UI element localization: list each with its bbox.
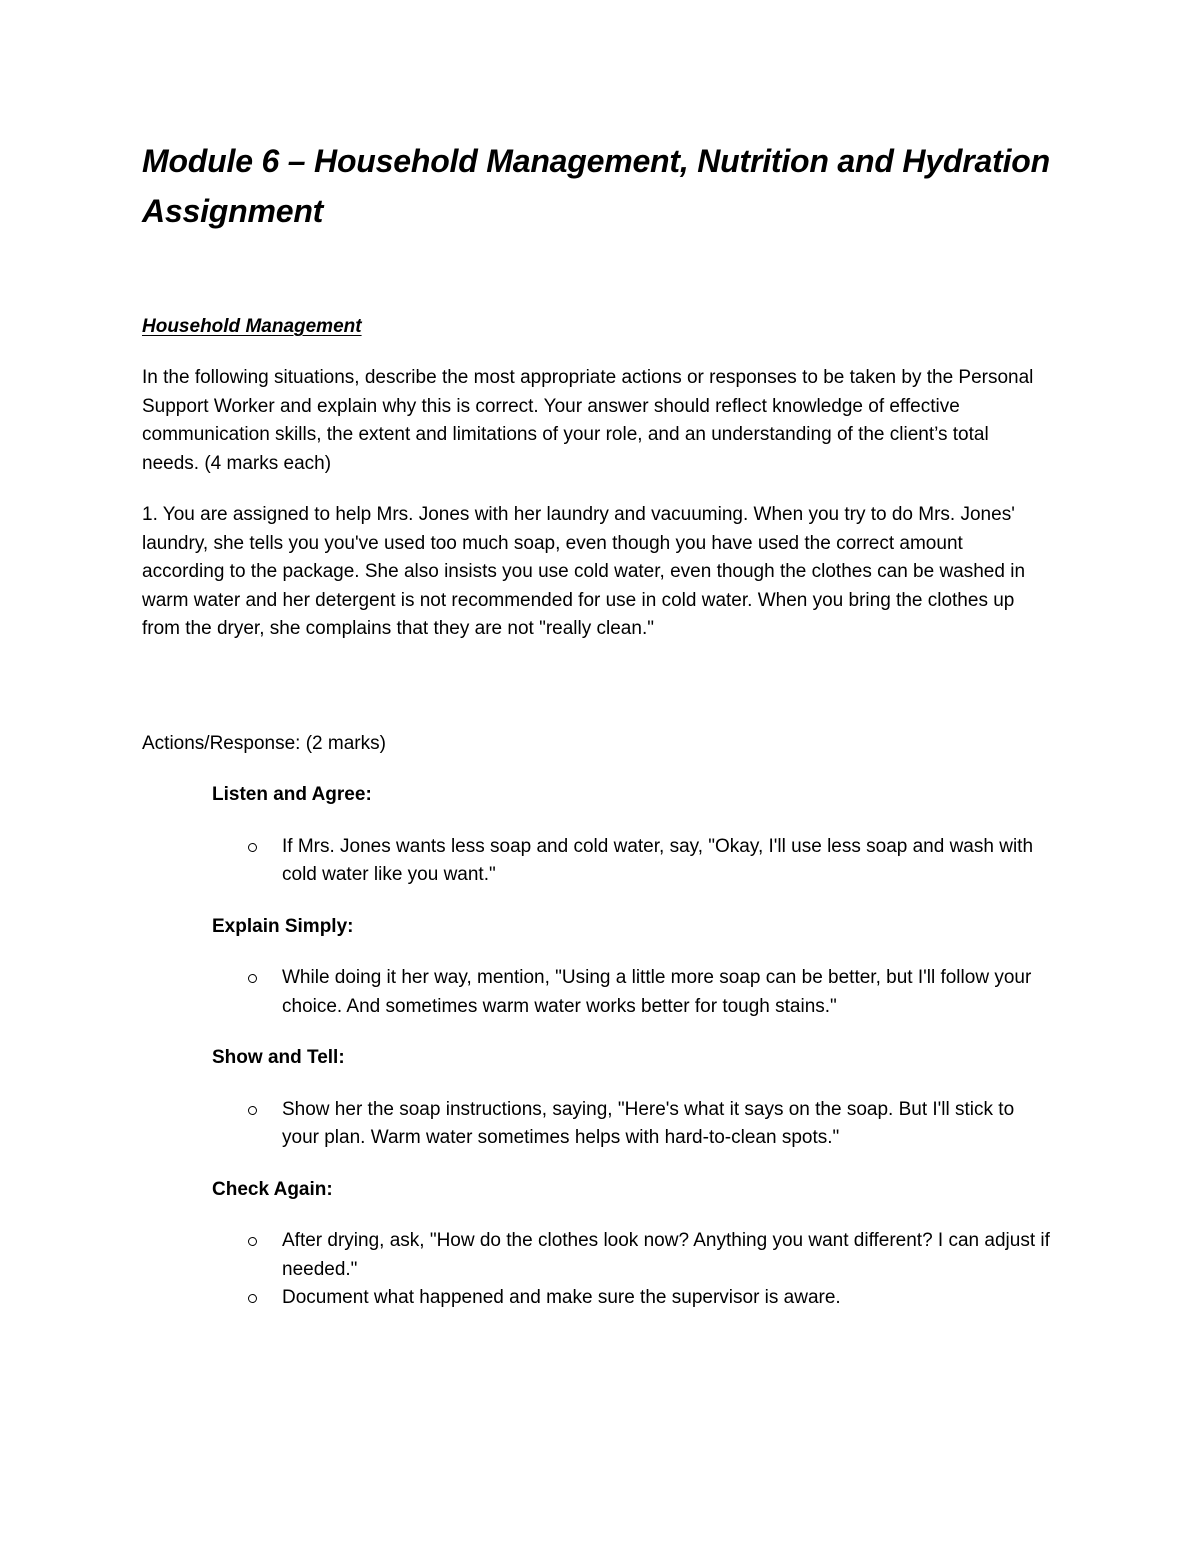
hollow-circle-bullet-icon [248, 843, 257, 852]
hollow-circle-bullet-icon [248, 974, 257, 983]
actions-response-label: Actions/Response: (2 marks) [142, 732, 386, 754]
bullet-list [212, 833, 1050, 890]
step-show-and-tell [212, 1044, 1050, 1153]
list-item [212, 1227, 1050, 1284]
hollow-circle-bullet-icon [248, 1106, 257, 1115]
question-1-paragraph: 1. You are assigned to help Mrs. Jones with her laundry and vacuuming. When you try to do Mrs. Jones' laundry, she tells you you've used too much soap, even though you have used the correct amount according to the package. She also insists you use cold water, even though the clothes can be washed in warm water and her detergent is not recommended for use in cold water. When you bring the clothes up from the dryer, she complains that they are not "really clean." [142, 504, 1026, 639]
list-item [212, 1284, 1050, 1313]
step-title: Check Again: [212, 1178, 333, 1200]
bullet-text: After drying, ask, "How do the clothes look now? Anything you want different? I can adjust if needed." [282, 1230, 1050, 1280]
bullet-text: Show her the soap instructions, saying, "Here's what it says on the soap. But I'll stick to your plan. Warm water sometimes helps with hard-to-clean spots." [282, 1098, 1015, 1148]
step-explain-simply [212, 913, 1050, 1022]
step-check-again [212, 1176, 1050, 1313]
bullet-list [212, 1096, 1050, 1153]
document-title: Module 6 – Household Management, Nutrition and Hydration Assignment [142, 143, 1050, 229]
bullet-list [212, 964, 1050, 1021]
section-heading: Household Management [142, 316, 362, 337]
step-title: Explain Simply: [212, 915, 354, 937]
bullet-text: If Mrs. Jones wants less soap and cold water, say, "Okay, I'll use less soap and wash with cold water like you want." [282, 835, 1034, 885]
step-title: Show and Tell: [212, 1047, 345, 1068]
step-listen-and-agree [212, 781, 1050, 890]
bullet-text: While doing it her way, mention, "Using a little more soap can be better, but I'll follow your choice. And sometimes warm water works better for tough stains." [282, 967, 1032, 1017]
step-title: Listen and Agree: [212, 784, 372, 805]
bullet-list [212, 1227, 1050, 1313]
intro-paragraph: In the following situations, describe the most appropriate actions or responses to be taken by the Personal Support Worker and explain why this is correct. Your answer should reflect knowledge of effective communication skills, the extent and limitations of your role, and an understanding of the client’s total needs. (4 marks each) [142, 367, 1034, 474]
hollow-circle-bullet-icon [248, 1294, 257, 1303]
hollow-circle-bullet-icon [248, 1237, 257, 1246]
list-item [212, 964, 1050, 1021]
list-item [212, 1096, 1050, 1153]
list-item [212, 833, 1050, 890]
bullet-text: Document what happened and make sure the supervisor is aware. [282, 1287, 841, 1308]
